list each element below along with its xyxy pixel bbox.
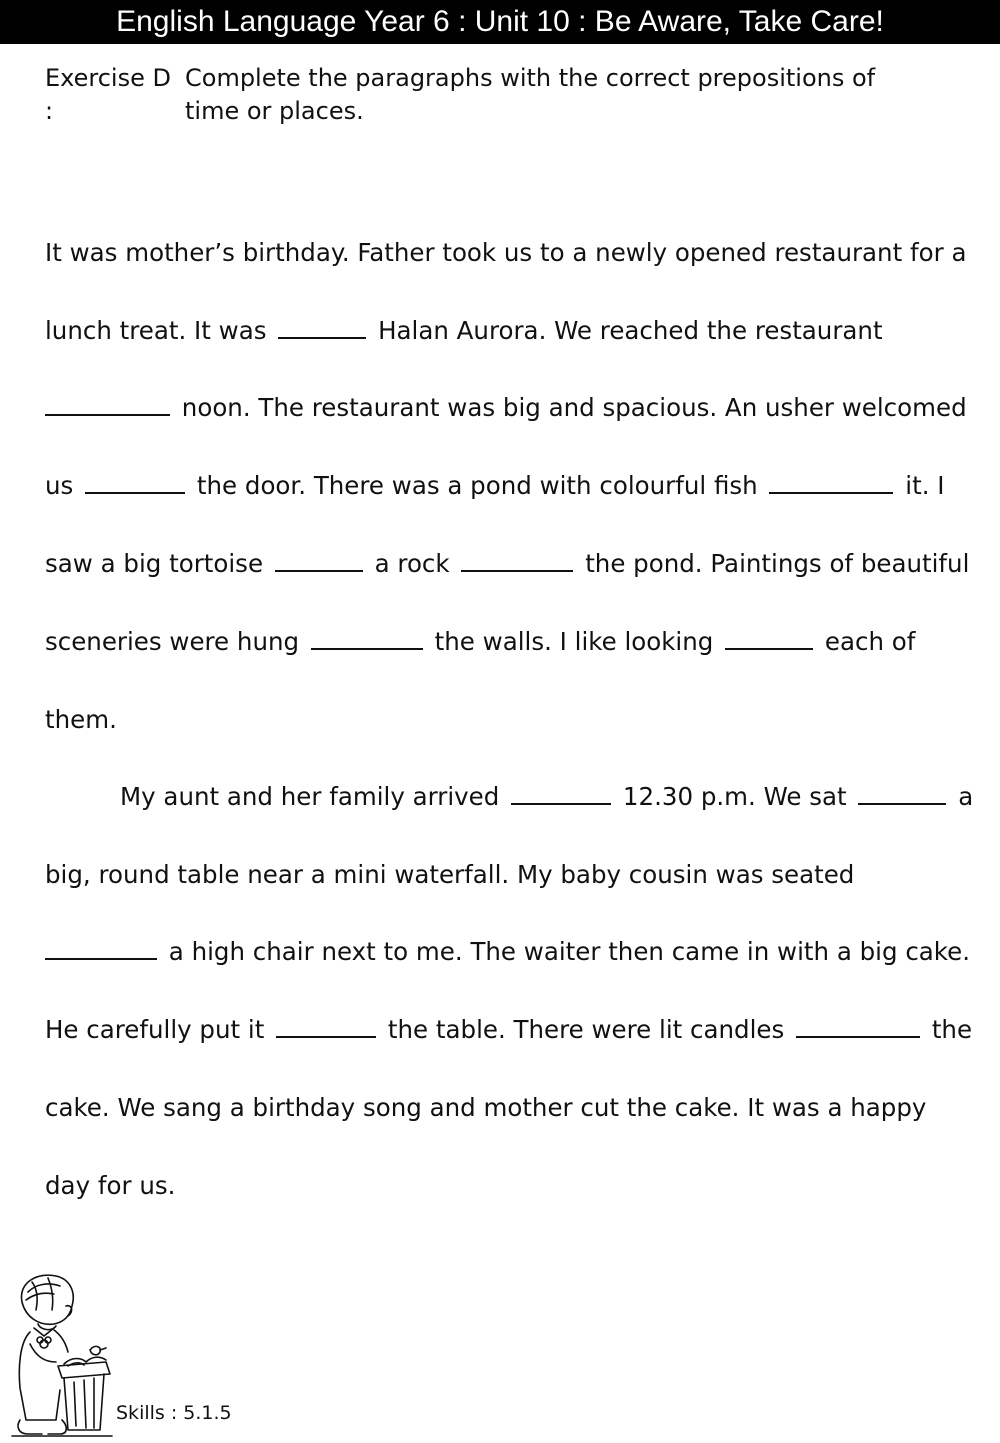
passage-text: the pond. Paintings of beautiful: [585, 549, 970, 578]
passage-text: the table. There were lit candles: [387, 1015, 785, 1044]
passage-text: big, round table near a mini waterfall. My baby cousin was seated: [45, 860, 855, 889]
passage-line: [45, 316, 883, 346]
passage-text: lunch treat. It was: [45, 316, 267, 345]
answer-blank[interactable]: [511, 783, 611, 805]
skills-label: Skills : 5.1.5: [116, 1402, 232, 1424]
passage-text: saw a big tortoise: [45, 549, 264, 578]
passage-text: it. I: [905, 471, 945, 500]
passage-text: us: [45, 471, 74, 500]
passage-line: [45, 471, 945, 501]
exercise-instruction-text: Complete the paragraphs with the correct prepositions of time or places.: [185, 64, 876, 125]
passage-text: each of: [824, 627, 916, 656]
passage-line: [45, 1015, 972, 1045]
exercise-label: Exercise D :: [45, 64, 171, 125]
exercise-instructions: [45, 62, 945, 128]
passage-line: [45, 937, 970, 967]
passage-line: [45, 238, 966, 268]
passage-line: [45, 549, 969, 579]
answer-blank[interactable]: [45, 938, 157, 960]
answer-blank[interactable]: [796, 1016, 920, 1038]
answer-blank[interactable]: [275, 550, 363, 572]
passage-text: sceneries were hung: [45, 627, 300, 656]
passage-text: My aunt and her family arrived: [120, 782, 500, 811]
passage-line: [45, 860, 854, 890]
passage-line: [45, 393, 967, 423]
passage-line: [45, 782, 973, 812]
answer-blank[interactable]: [278, 317, 366, 339]
passage-line: [45, 627, 915, 657]
passage-text: cake. We sang a birthday song and mother cut the cake. It was a happy: [45, 1093, 927, 1122]
answer-blank[interactable]: [45, 394, 170, 416]
passage-text: 12.30 p.m. We sat: [622, 782, 847, 811]
passage-text: day for us.: [45, 1171, 176, 1200]
answer-blank[interactable]: [858, 783, 946, 805]
passage-text: Halan Aurora. We reached the restaurant: [378, 316, 883, 345]
passage-text: He carefully put it: [45, 1015, 265, 1044]
worksheet-title: English Language Year 6 : Unit 10 : Be Aware, Take Care!: [0, 0, 1000, 44]
passage-line: [45, 705, 117, 735]
answer-blank[interactable]: [276, 1016, 376, 1038]
passage-line: [45, 1093, 926, 1123]
answer-blank[interactable]: [769, 472, 893, 494]
passage-text: a rock: [374, 549, 450, 578]
passage-text: noon. The restaurant was big and spacious. An usher welcomed: [181, 393, 967, 422]
answer-blank[interactable]: [311, 628, 423, 650]
answer-blank[interactable]: [461, 550, 573, 572]
passage-text: It was mother’s birthday. Father took us to a newly opened restaurant for a: [45, 238, 967, 267]
passage-text: the: [931, 1015, 973, 1044]
passage-text: a: [958, 782, 974, 811]
passage-text: the walls. I like looking: [434, 627, 714, 656]
answer-blank[interactable]: [725, 628, 813, 650]
passage-line: [45, 1171, 175, 1201]
passage-text: a high chair next to me. The waiter then came in with a big cake.: [168, 937, 970, 966]
passage-text: the door. There was a pond with colourful fish: [196, 471, 758, 500]
answer-blank[interactable]: [85, 472, 185, 494]
passage-text: them.: [45, 705, 117, 734]
child-reading-illustration: [8, 1270, 118, 1440]
